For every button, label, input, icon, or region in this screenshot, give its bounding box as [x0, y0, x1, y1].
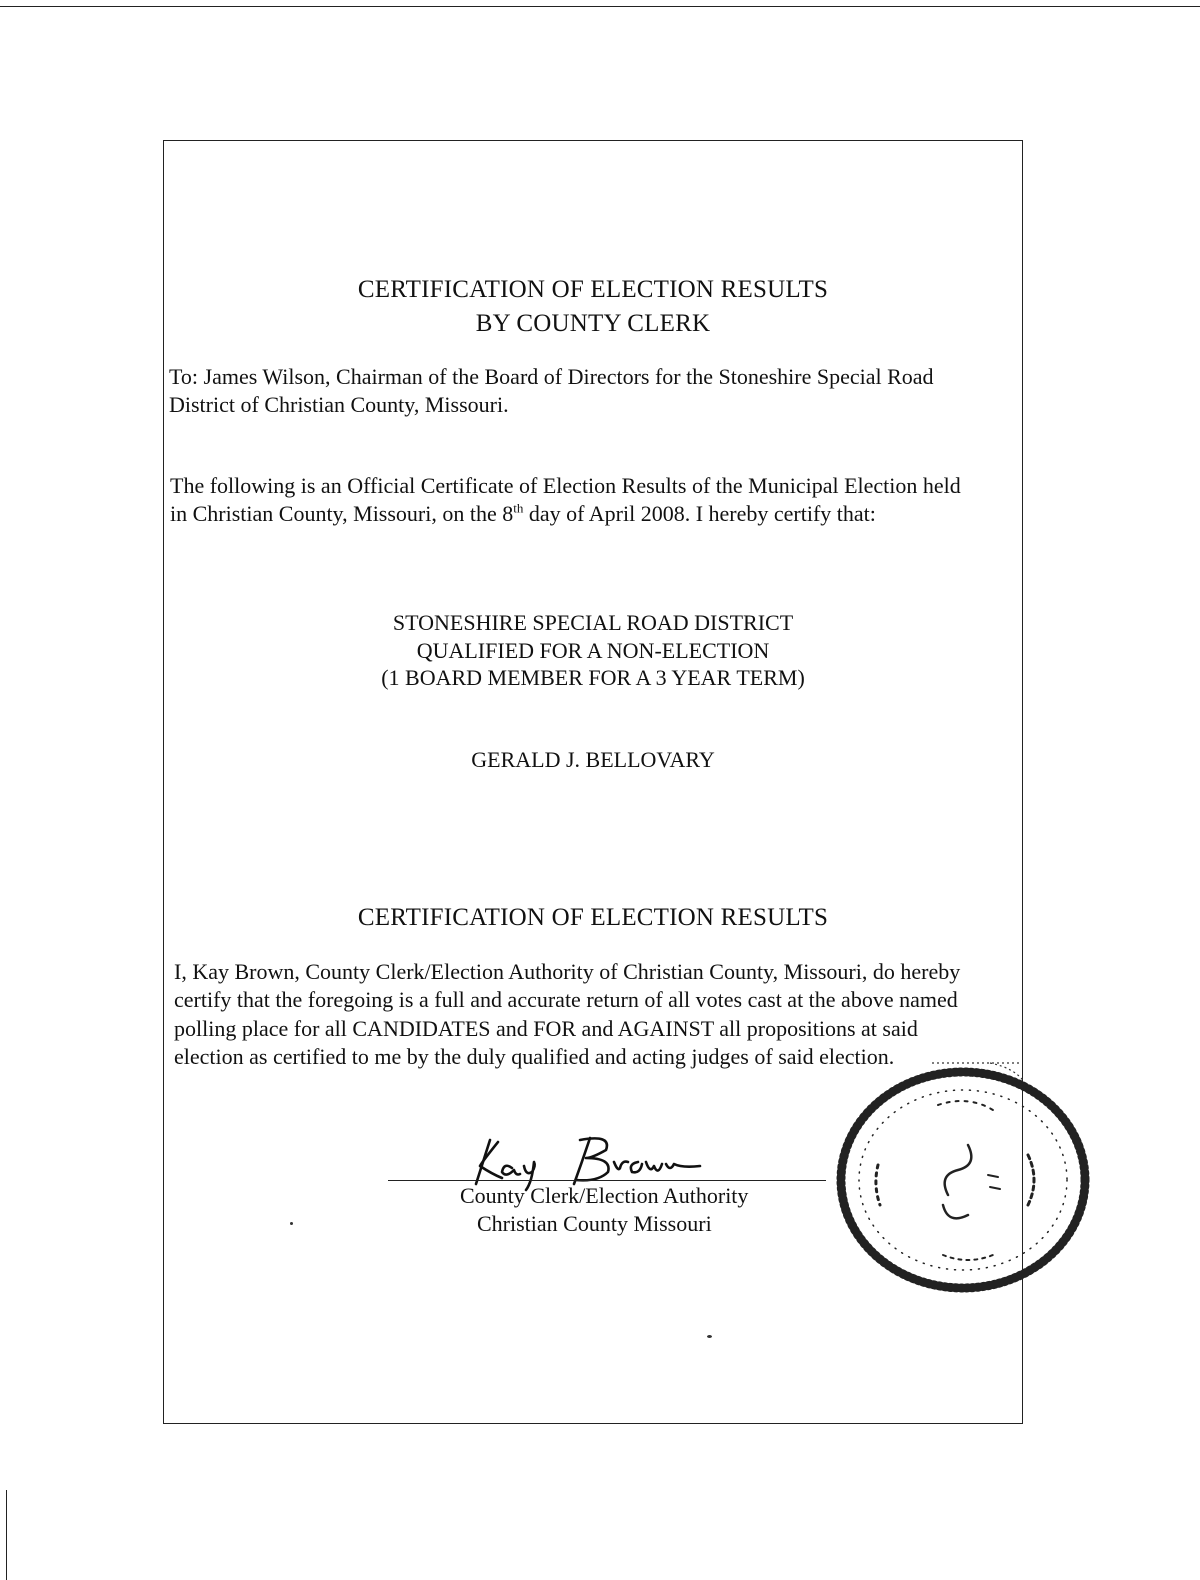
signatory-organization: Christian County Missouri: [477, 1211, 712, 1236]
document-title-line-2: BY COUNTY CLERK: [475, 310, 711, 337]
certification-line-1: I, Kay Brown, County Clerk/Election Authority of Christian County, Missouri, do hereby: [174, 959, 961, 984]
district-seat-note: (1 BOARD MEMBER FOR A 3 YEAR TERM): [381, 665, 805, 690]
certification-line-4: election as certified to me by the duly qualified and acting judges of said election.: [174, 1044, 895, 1069]
intro-line-1: The following is an Official Certificate of Election Results of the Municipal Election held: [170, 473, 961, 498]
ordinal-suffix: th: [513, 500, 524, 516]
seal-icon: [818, 1055, 1108, 1305]
section-title: CERTIFICATION OF ELECTION RESULTS: [357, 904, 829, 931]
district-name: STONESHIRE SPECIAL ROAD DISTRICT: [392, 610, 794, 635]
signature-line: [388, 1180, 826, 1181]
scan-edge-line: [0, 6, 1200, 7]
scan-speck: [707, 1335, 712, 1338]
addressee-line-2: District of Christian County, Missouri.: [169, 392, 509, 417]
intro-line-2: [170, 500, 876, 526]
intro-line-2-text-b: day of April 2008. I hereby certify that:: [523, 501, 876, 526]
district-status: QUALIFIED FOR A NON-ELECTION: [416, 638, 770, 663]
scan-edge-line-left: [6, 1490, 7, 1580]
addressee-line-1: To: James Wilson, Chairman of the Board of Directors for the Stoneshire Special Road: [169, 364, 934, 389]
signatory-title: County Clerk/Election Authority: [460, 1183, 749, 1208]
scan-speck: [290, 1222, 293, 1225]
intro-line-2-text-a: in Christian County, Missouri, on the 8: [170, 501, 514, 526]
candidate-name: GERALD J. BELLOVARY: [471, 747, 715, 772]
certification-line-3: polling place for all CANDIDATES and FOR and AGAINST all propositions at said: [174, 1016, 918, 1041]
document-title-line-1: CERTIFICATION OF ELECTION RESULTS: [357, 276, 829, 303]
certification-line-2: certify that the foregoing is a full and accurate return of all votes cast at the above named: [174, 987, 958, 1012]
